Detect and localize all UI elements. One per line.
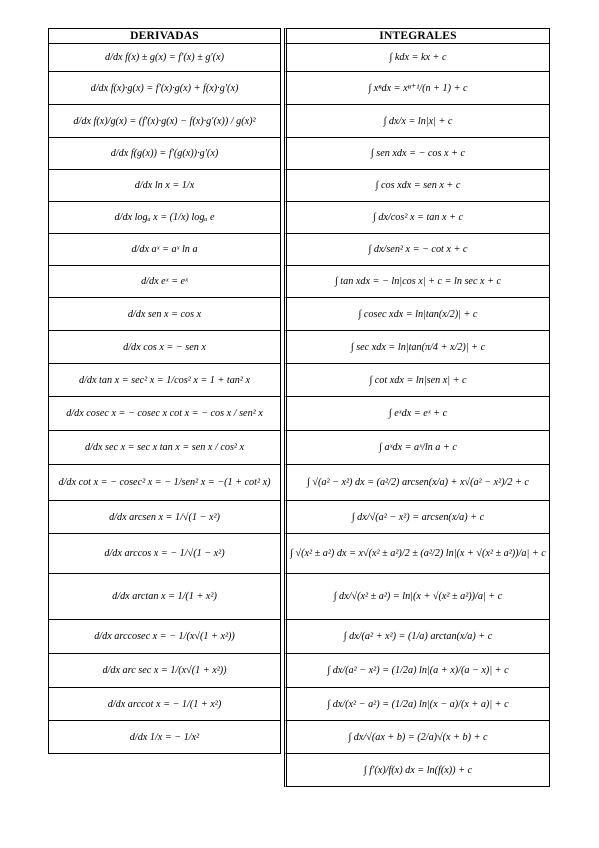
integral-formula-text: ∫ dx/x = ln|x| + c (383, 115, 453, 127)
derivative-formula-text: d/dx arctan x = 1/(1 + x²) (112, 591, 217, 602)
derivative-formula-text: d/dx cos x = − sen x (123, 341, 206, 353)
integral-formula-text: ∫ dx/√(ax + b) = (2/a)√(x + b) + c (348, 731, 488, 743)
derivative-formula-7 (48, 234, 281, 266)
derivative-formula-text: d/dx cot x = − cosec² x = − 1/sen² x = −(1 + cot² x) (58, 477, 271, 488)
integral-formula-text: ∫ xⁿdx = xⁿ⁺¹/(n + 1) + c (368, 82, 468, 94)
derivative-formula-text: d/dx tan x = sec² x = 1/cos² x = 1 + tan² x (78, 374, 251, 386)
derivative-formula-text: d/dx f(g(x)) = f′(g(x))·g′(x) (110, 148, 219, 159)
integral-formula-14 (284, 465, 550, 501)
integral-formula-text: ∫ dx/(x² − a²) = (1/2a) ln|(x − a)/(x + a)| + c (327, 698, 509, 710)
integral-formula-text: ∫ f′(x)/f(x) dx = ln(f(x)) + c (363, 764, 473, 776)
integral-formula-text: ∫ dx/(a² + x²) = (1/a) arctan(x/a) + c (343, 631, 493, 642)
derivative-formula-18 (48, 620, 281, 654)
integral-formula-text: ∫ aˣdx = aˣ/ln a + c (379, 442, 457, 453)
integral-formula-8 (284, 266, 550, 298)
integral-formula-15 (284, 501, 550, 534)
integral-formula-12 (284, 397, 550, 431)
integral-formula-10 (284, 331, 550, 364)
derivative-formula-text: d/dx arccot x = − 1/(1 + x²) (107, 698, 222, 710)
derivative-formula-text: d/dx f(x)·g(x) = f′(x)·g(x) + f(x)·g′(x) (90, 82, 239, 94)
integral-formula-text: ∫ dx/√(x² ± a²) = ln|(x + √(x² ± a²))/a| + c (333, 591, 503, 602)
derivative-formula-21 (48, 721, 281, 754)
derivative-formula-6 (48, 202, 281, 234)
derivative-formula-text: d/dx logₐ x = (1/x) logₐ e (114, 212, 215, 223)
integral-formula-2 (284, 72, 550, 105)
integral-formula-text: ∫ cos xdx = sen x + c (375, 180, 461, 191)
derivative-formula-text: d/dx cosec x = − cosec x cot x = − cos x / sen² x (66, 408, 263, 419)
derivative-formula-text: d/dx arc sec x = 1/(x√(1 + x²)) (102, 665, 227, 676)
integral-formula-text: ∫ eˣdx = eˣ + c (388, 408, 448, 419)
integral-formula-text: ∫ dx/cos² x = tan x + c (372, 212, 464, 223)
integral-formula-text: ∫ cosec xdx = ln|tan(x/2)| + c (358, 308, 478, 320)
derivative-formula-text: d/dx ln x = 1/x (134, 180, 195, 191)
integrals-header: INTEGRALES (284, 28, 550, 44)
integral-formula-13 (284, 431, 550, 465)
derivative-formula-4 (48, 138, 281, 170)
derivative-formula-9 (48, 298, 281, 331)
derivative-formula-11 (48, 364, 281, 397)
derivative-formula-text: d/dx sen x = cos x (127, 308, 202, 320)
derivative-formula-19 (48, 654, 281, 688)
integral-formula-text: ∫ dx/√(a² − x²) = arcsen(x/a) + c (351, 511, 485, 523)
derivative-formula-8 (48, 266, 281, 298)
integral-formula-text: ∫ dx/(a² − x²) = (1/2a) ln|(a + x)/(a − x)| + c (327, 665, 509, 676)
integral-formula-5 (284, 170, 550, 202)
integral-formula-text: ∫ sec xdx = ln|tan(π/4 + x/2)| + c (350, 341, 486, 353)
derivative-formula-17 (48, 574, 281, 620)
integrals-column (284, 28, 550, 787)
integral-formula-16 (284, 534, 550, 574)
derivatives-column (48, 28, 281, 754)
integral-formula-11 (284, 364, 550, 397)
derivative-formula-text: d/dx f(x)/g(x) = (f′(x)·g(x) − f(x)·g′(x)) / g(x)² (73, 115, 256, 127)
integral-formula-text: ∫ tan xdx = − ln|cos x| + c = ln sec x + c (334, 276, 502, 287)
integral-formula-text: ∫ √(x² ± a²) dx = x√(x² ± a²)/2 ± (a²/2) ln|(x + √(x² ± a²))/a| + c (290, 548, 546, 559)
integral-formula-20 (284, 688, 550, 721)
derivative-formula-2 (48, 72, 281, 105)
integral-formula-text: ∫ cot xdx = ln|sen x| + c (369, 374, 467, 386)
integral-formula-3 (284, 105, 550, 138)
derivatives-header: DERIVADAS (48, 28, 281, 44)
derivative-formula-20 (48, 688, 281, 721)
derivative-formula-text: d/dx f(x) ± g(x) = f′(x) ± g′(x) (105, 52, 224, 63)
integral-formula-17 (284, 574, 550, 620)
integral-formula-18 (284, 620, 550, 654)
derivative-formula-13 (48, 431, 281, 465)
integral-formula-text: ∫ sen xdx = − cos x + c (370, 148, 466, 159)
derivative-formula-text: d/dx arccos x = − 1/√(1 − x²) (104, 548, 225, 559)
derivative-formula-16 (48, 534, 281, 574)
derivative-formula-12 (48, 397, 281, 431)
derivative-formula-text: d/dx eˣ = eˣ (141, 276, 188, 287)
integral-formula-22 (284, 754, 550, 787)
derivative-formula-3 (48, 105, 281, 138)
integral-formula-19 (284, 654, 550, 688)
integral-formula-21 (284, 721, 550, 754)
integral-formula-7 (284, 234, 550, 266)
integral-formula-4 (284, 138, 550, 170)
integral-formula-9 (284, 298, 550, 331)
derivative-formula-14 (48, 465, 281, 501)
derivative-formula-text: d/dx arcsen x = 1/√(1 − x²) (109, 511, 220, 523)
derivative-formula-text: d/dx arccosec x = − 1/(x√(1 + x²)) (94, 631, 235, 642)
integral-formula-text: ∫ √(a² − x²) dx = (a²/2) arcsen(x/a) + x√(a² − x²)/2 + c (307, 477, 529, 488)
integral-formula-1 (284, 44, 550, 72)
derivative-formula-5 (48, 170, 281, 202)
integral-formula-6 (284, 202, 550, 234)
derivative-formula-text: d/dx aˣ = aˣ ln a (131, 244, 198, 255)
derivative-formula-10 (48, 331, 281, 364)
integral-formula-text: ∫ kdx = kx + c (389, 52, 447, 63)
derivative-formula-15 (48, 501, 281, 534)
derivative-formula-text: d/dx sec x = sec x tan x = sen x / cos² x (84, 442, 245, 453)
derivative-formula-text: d/dx 1/x = − 1/x² (129, 731, 200, 743)
derivative-formula-1 (48, 44, 281, 72)
integral-formula-text: ∫ dx/sen² x = − cot x + c (368, 244, 468, 255)
